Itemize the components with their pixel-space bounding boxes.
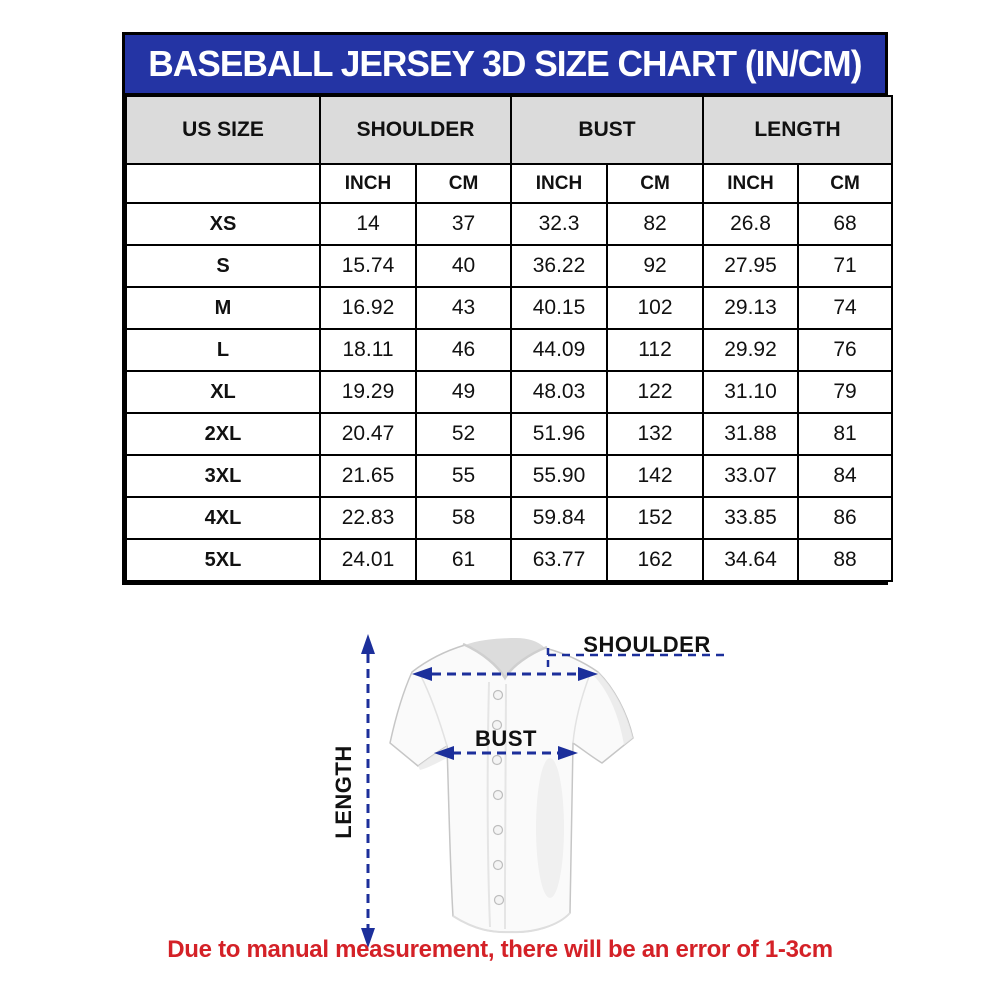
value-cell: 21.65 [320,455,416,497]
value-cell: 32.3 [511,203,607,245]
unit-header-length-inch: INCH [703,164,798,203]
value-cell: 44.09 [511,329,607,371]
length-label: LENGTH [331,745,356,839]
size-chart-box [122,32,888,585]
value-cell: 40.15 [511,287,607,329]
value-cell: 61 [416,539,511,581]
table-row [126,413,892,455]
size-cell: 3XL [126,455,320,497]
value-cell: 22.83 [320,497,416,539]
value-cell: 31.88 [703,413,798,455]
col-header-shoulder: SHOULDER [320,96,511,164]
value-cell: 76 [798,329,892,371]
value-cell: 29.92 [703,329,798,371]
value-cell: 82 [607,203,703,245]
baseball-jersey-image [390,638,633,932]
size-cell: 2XL [126,413,320,455]
value-cell: 20.47 [320,413,416,455]
shoulder-label: SHOULDER [583,632,711,657]
table-row [126,287,892,329]
value-cell: 33.07 [703,455,798,497]
value-cell: 14 [320,203,416,245]
size-cell: L [126,329,320,371]
value-cell: 34.64 [703,539,798,581]
value-cell: 49 [416,371,511,413]
value-cell: 46 [416,329,511,371]
value-cell: 55.90 [511,455,607,497]
value-cell: 29.13 [703,287,798,329]
col-header-us-size: US SIZE [126,96,320,164]
size-cell: S [126,245,320,287]
value-cell: 19.29 [320,371,416,413]
size-cell: M [126,287,320,329]
size-table-body [126,203,892,581]
value-cell: 43 [416,287,511,329]
unit-header-bust-inch: INCH [511,164,607,203]
unit-header-empty [126,164,320,203]
value-cell: 86 [798,497,892,539]
value-cell: 52 [416,413,511,455]
value-cell: 27.95 [703,245,798,287]
value-cell: 112 [607,329,703,371]
chart-title: BASEBALL JERSEY 3D SIZE CHART (IN/CM) [148,43,862,84]
value-cell: 81 [798,413,892,455]
jersey-measurement-diagram [0,620,1000,965]
value-cell: 26.8 [703,203,798,245]
measurement-error-note: Due to manual measurement, there will be an error of 1-3cm [167,936,833,963]
table-row [126,497,892,539]
value-cell: 68 [798,203,892,245]
value-cell: 33.85 [703,497,798,539]
value-cell: 142 [607,455,703,497]
unit-header-length-cm: CM [798,164,892,203]
length-arrow [361,634,375,948]
value-cell: 74 [798,287,892,329]
value-cell: 152 [607,497,703,539]
value-cell: 162 [607,539,703,581]
size-cell: 4XL [126,497,320,539]
bust-label: BUST [475,726,537,751]
unit-header-shoulder-cm: CM [416,164,511,203]
table-row [126,245,892,287]
unit-header-shoulder-inch: INCH [320,164,416,203]
value-cell: 37 [416,203,511,245]
size-cell: XL [126,371,320,413]
value-cell: 18.11 [320,329,416,371]
size-cell: 5XL [126,539,320,581]
table-row [126,539,892,581]
value-cell: 55 [416,455,511,497]
value-cell: 63.77 [511,539,607,581]
table-row [126,203,892,245]
value-cell: 15.74 [320,245,416,287]
unit-header-row [126,164,892,203]
table-row [126,329,892,371]
value-cell: 79 [798,371,892,413]
size-cell: XS [126,203,320,245]
table-row [126,455,892,497]
value-cell: 51.96 [511,413,607,455]
value-cell: 59.84 [511,497,607,539]
value-cell: 132 [607,413,703,455]
value-cell: 122 [607,371,703,413]
table-row [126,371,892,413]
unit-header-bust-cm: CM [607,164,703,203]
value-cell: 102 [607,287,703,329]
value-cell: 58 [416,497,511,539]
value-cell: 71 [798,245,892,287]
value-cell: 84 [798,455,892,497]
group-header-row [126,96,892,164]
chart-title-banner [125,35,885,95]
value-cell: 88 [798,539,892,581]
jersey-diagram-svg [0,620,1000,965]
value-cell: 36.22 [511,245,607,287]
value-cell: 16.92 [320,287,416,329]
value-cell: 40 [416,245,511,287]
value-cell: 48.03 [511,371,607,413]
value-cell: 31.10 [703,371,798,413]
col-header-bust: BUST [511,96,703,164]
col-header-length: LENGTH [703,96,892,164]
value-cell: 92 [607,245,703,287]
size-table [125,95,893,582]
value-cell: 24.01 [320,539,416,581]
